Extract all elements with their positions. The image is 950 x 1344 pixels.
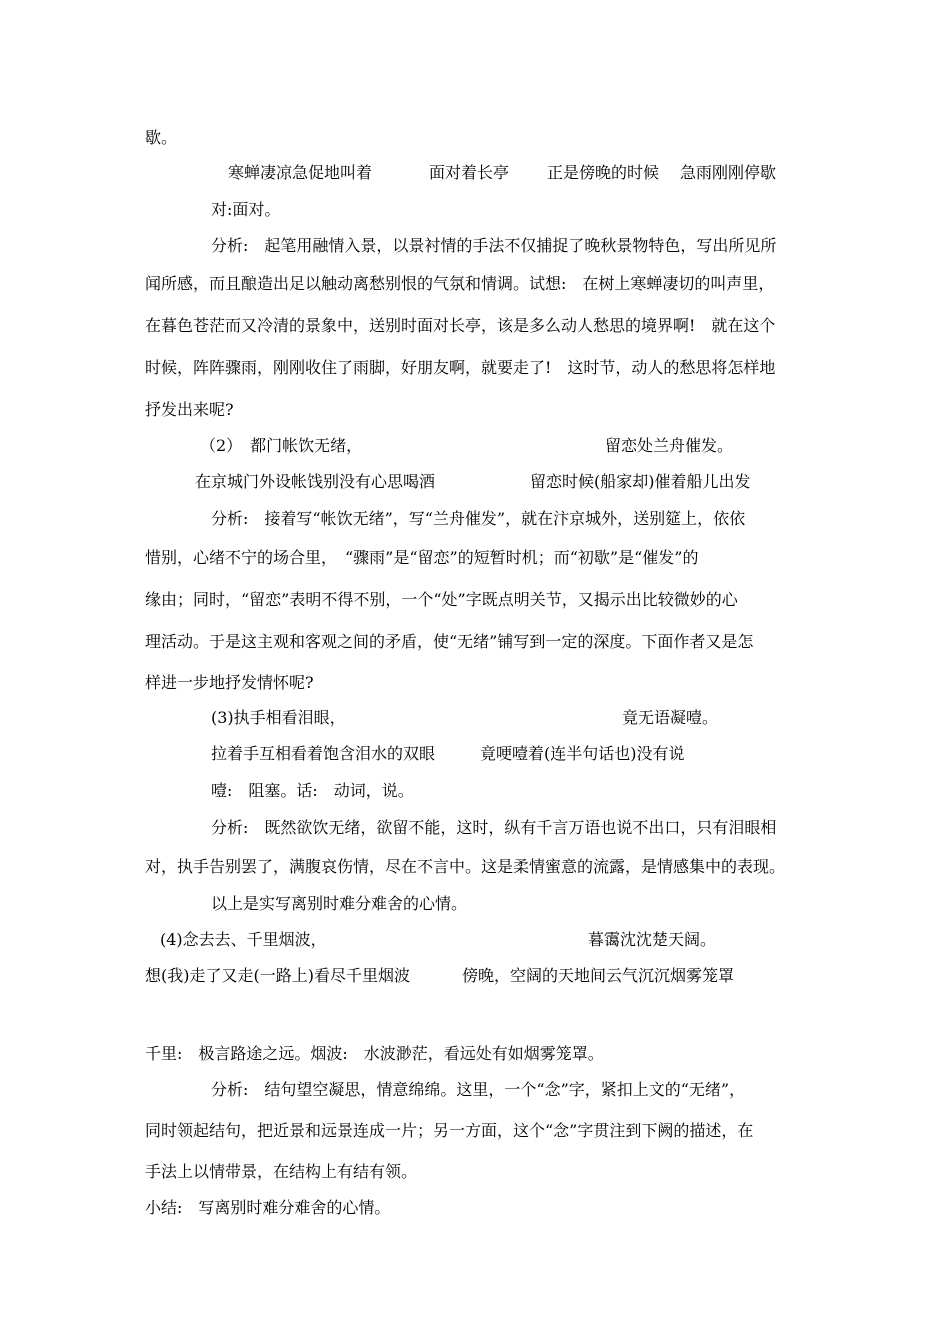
- analysis-line: 分析: 起笔用融情入景，以景衬情的手法不仅捕捉了晚秋景物特色，写出所见所: [211, 236, 777, 255]
- text-line: 歇。: [145, 128, 178, 147]
- verse-line: （2） 都门帐饮无绪，: [200, 436, 363, 455]
- translation-segment: 在京城门外设帐饯别没有心思喝酒: [195, 472, 436, 491]
- word-note: 千里: 极言路途之远。烟波: 水波渺茫，看远处有如烟雾笼罩。: [145, 1044, 604, 1063]
- verse-line: 留恋处兰舟催发。: [605, 436, 734, 455]
- verse-line: 暮霭沈沈楚天阔。: [588, 930, 717, 949]
- analysis-line: 样进一步地抒发情怀呢?: [145, 673, 314, 692]
- analysis-line: 时候，阵阵骤雨，刚刚收住了雨脚，好朋友啊，就要走了! 这时节，动人的愁思将怎样地: [145, 358, 776, 377]
- analysis-line: 手法上以情带景，在结构上有结有领。: [145, 1162, 418, 1181]
- analysis-line: 分析: 接着写“帐饮无绪”，写“兰舟催发”，就在汴京城外，送别筵上，依依: [211, 509, 746, 528]
- verse-line: 竟无语凝噎。: [622, 708, 719, 727]
- translation-segment: 面对着长亭: [429, 163, 510, 182]
- word-note: 噎: 阻塞。话: 动词，说。: [211, 781, 414, 800]
- analysis-line: 在暮色苍茫而又冷清的景象中，送别时面对长亭，该是多么动人愁思的境界啊! 就在这个: [145, 316, 776, 335]
- analysis-line: 分析: 结句望空凝思，情意绵绵。这里，一个“念”字，紧扣上文的“无绪”，: [211, 1080, 746, 1099]
- verse-line: (4)念去去、千里烟波，: [160, 930, 327, 949]
- translation-segment: 想(我)走了又走(一路上)看尽千里烟波: [145, 966, 410, 985]
- analysis-line: 以上是实写离别时难分难舍的心情。: [211, 894, 468, 913]
- analysis-line: 同时领起结句，把近景和远景连成一片；另一方面，这个“念”字贯注到下阙的描述，在: [145, 1121, 754, 1140]
- analysis-line: 闻所感，而且酿造出足以触动离愁别恨的气氛和情调。试想: 在树上寒蝉凄切的叫声里，: [145, 274, 775, 293]
- summary-line: 小结: 写离别时难分难舍的心情。: [145, 1198, 391, 1217]
- translation-segment: 寒蝉凄凉急促地叫着: [228, 163, 373, 182]
- word-note: 对:面对。: [211, 200, 281, 219]
- translation-segment: 正是傍晚的时候: [547, 163, 660, 182]
- analysis-line: 抒发出来呢?: [145, 400, 234, 419]
- translation-segment: 竟哽噎着(连半句话也)没有说: [480, 744, 685, 763]
- translation-segment: 傍晚，空阔的天地间云气沉沉烟雾笼罩: [462, 966, 735, 985]
- translation-segment: 急雨刚刚停歇: [680, 163, 777, 182]
- analysis-line: 对，执手告别罢了，满腹哀伤情，尽在不言中。这是柔情蜜意的流露，是情感集中的表现。: [145, 857, 786, 876]
- translation-segment: 留恋时候(船家却)催着船儿出发: [530, 472, 751, 491]
- analysis-line: 分析: 既然欲饮无绪，欲留不能，这时，纵有千言万语也说不出口，只有泪眼相: [211, 818, 777, 837]
- translation-segment: 拉着手互相看着饱含泪水的双眼: [211, 744, 436, 763]
- analysis-line: 理活动。于是这主观和客观之间的矛盾，使“无绪”铺写到一定的深度。下面作者又是怎: [145, 632, 754, 651]
- analysis-line: 惜别，心绪不宁的场合里， “骤雨”是“留恋”的短暂时机；而“初歇”是“催发”的: [145, 548, 699, 567]
- analysis-line: 缘由；同时，“留恋”表明不得不别，一个“处”字既点明关节，又揭示出比较微妙的心: [145, 590, 738, 609]
- verse-line: (3)执手相看泪眼，: [211, 708, 346, 727]
